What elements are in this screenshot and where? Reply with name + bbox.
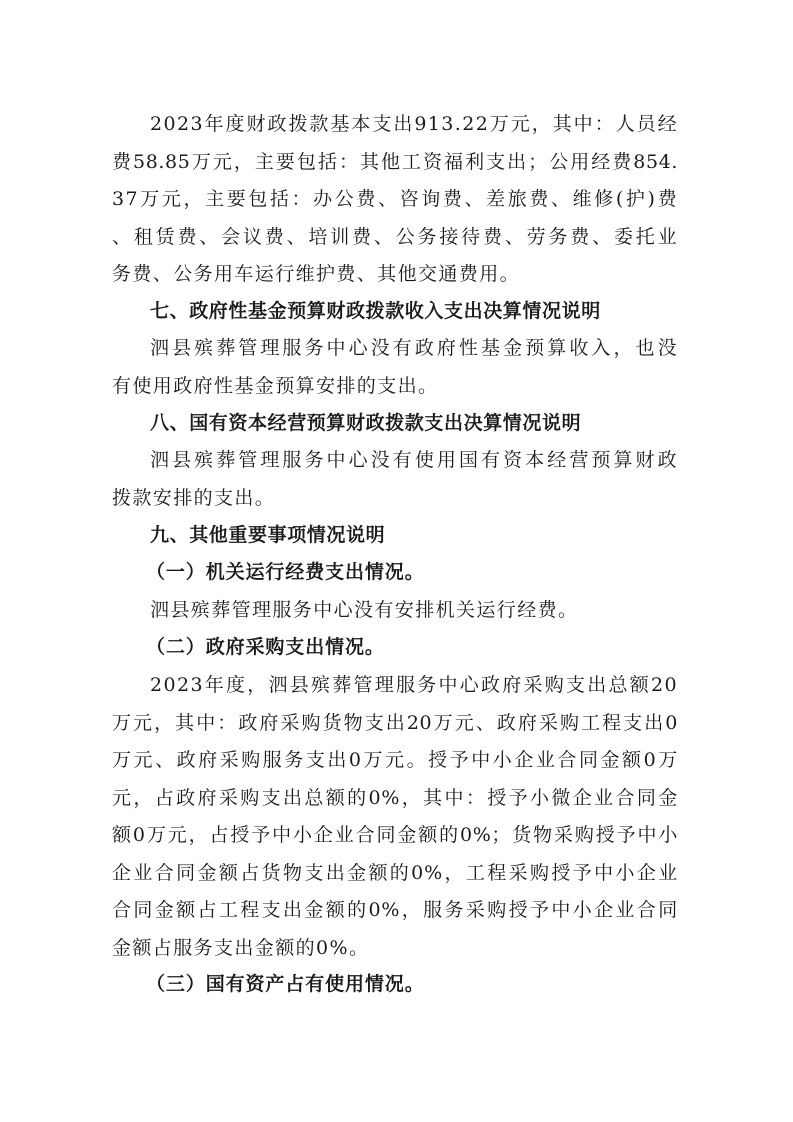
paragraph-state-capital	[112, 442, 678, 517]
text-line: 37万元，主要包括：办公费、咨询费、差旅费、维修(护)费	[112, 188, 678, 210]
subsection-heading-2: （二）政府采购支出情况。	[146, 636, 385, 658]
subsection-heading-1: （一）机关运行经费支出情况。	[146, 561, 425, 583]
text-line: 合同金额占工程支出金额的0%，服务采购授予中小企业合同	[112, 899, 678, 921]
paragraph-gov-fund	[112, 330, 678, 405]
section-heading-7: 七、政府性基金预算财政拨款收入支出决算情况说明	[150, 300, 601, 322]
text-line: 2023年度财政拨款基本支出913.22万元，其中：人员经	[150, 113, 678, 135]
section-heading-8: 八、国有资本经营预算财政拨款支出决算情况说明	[150, 412, 582, 434]
text-line: 金额占服务支出金额的0%。	[112, 936, 370, 959]
text-line: 额0万元，占授予中小企业合同金额的0%；货物采购授予中小	[112, 824, 678, 846]
text-line: 有使用政府性基金预算安排的支出。	[112, 374, 439, 397]
text-line: 元，占政府采购支出总额的0%，其中：授予小微企业合同金	[112, 786, 678, 809]
subsection-heading-3: （三）国有资产占有使用情况。	[146, 973, 425, 995]
text-line: 泗县殡葬管理服务中心没有安排机关运行经费。	[150, 599, 579, 621]
text-line: 泗县殡葬管理服务中心没有政府性基金预算收入，也没	[150, 337, 678, 359]
text-line: 费58.85万元，主要包括：其他工资福利支出；公用经费854.	[112, 150, 678, 173]
text-line: 企业合同金额占货物支出金额的0%，工程采购授予中小企业	[112, 861, 678, 884]
text-line: 、租赁费、会议费、培训费、公务接待费、劳务费、委托业	[112, 225, 678, 248]
text-line: 拨款安排的支出。	[112, 486, 276, 509]
paragraph-operating-cost	[112, 592, 678, 630]
section-heading-9: 九、其他重要事项情况说明	[150, 524, 386, 546]
text-line: 2023年度，泗县殡葬管理服务中心政府采购支出总额20	[150, 674, 678, 696]
paragraph-procurement	[112, 667, 678, 967]
text-line: 万元，其中：政府采购货物支出20万元、政府采购工程支出0	[112, 711, 678, 734]
text-line: 泗县殡葬管理服务中心没有使用国有资本经营预算财政	[150, 449, 678, 471]
text-line: 万元、政府采购服务支出0万元。授予中小企业合同金额0万	[112, 749, 678, 771]
paragraph-basic-expenditure	[112, 106, 678, 294]
text-line: 务费、公务用车运行维护费、其他交通费用。	[112, 263, 521, 285]
